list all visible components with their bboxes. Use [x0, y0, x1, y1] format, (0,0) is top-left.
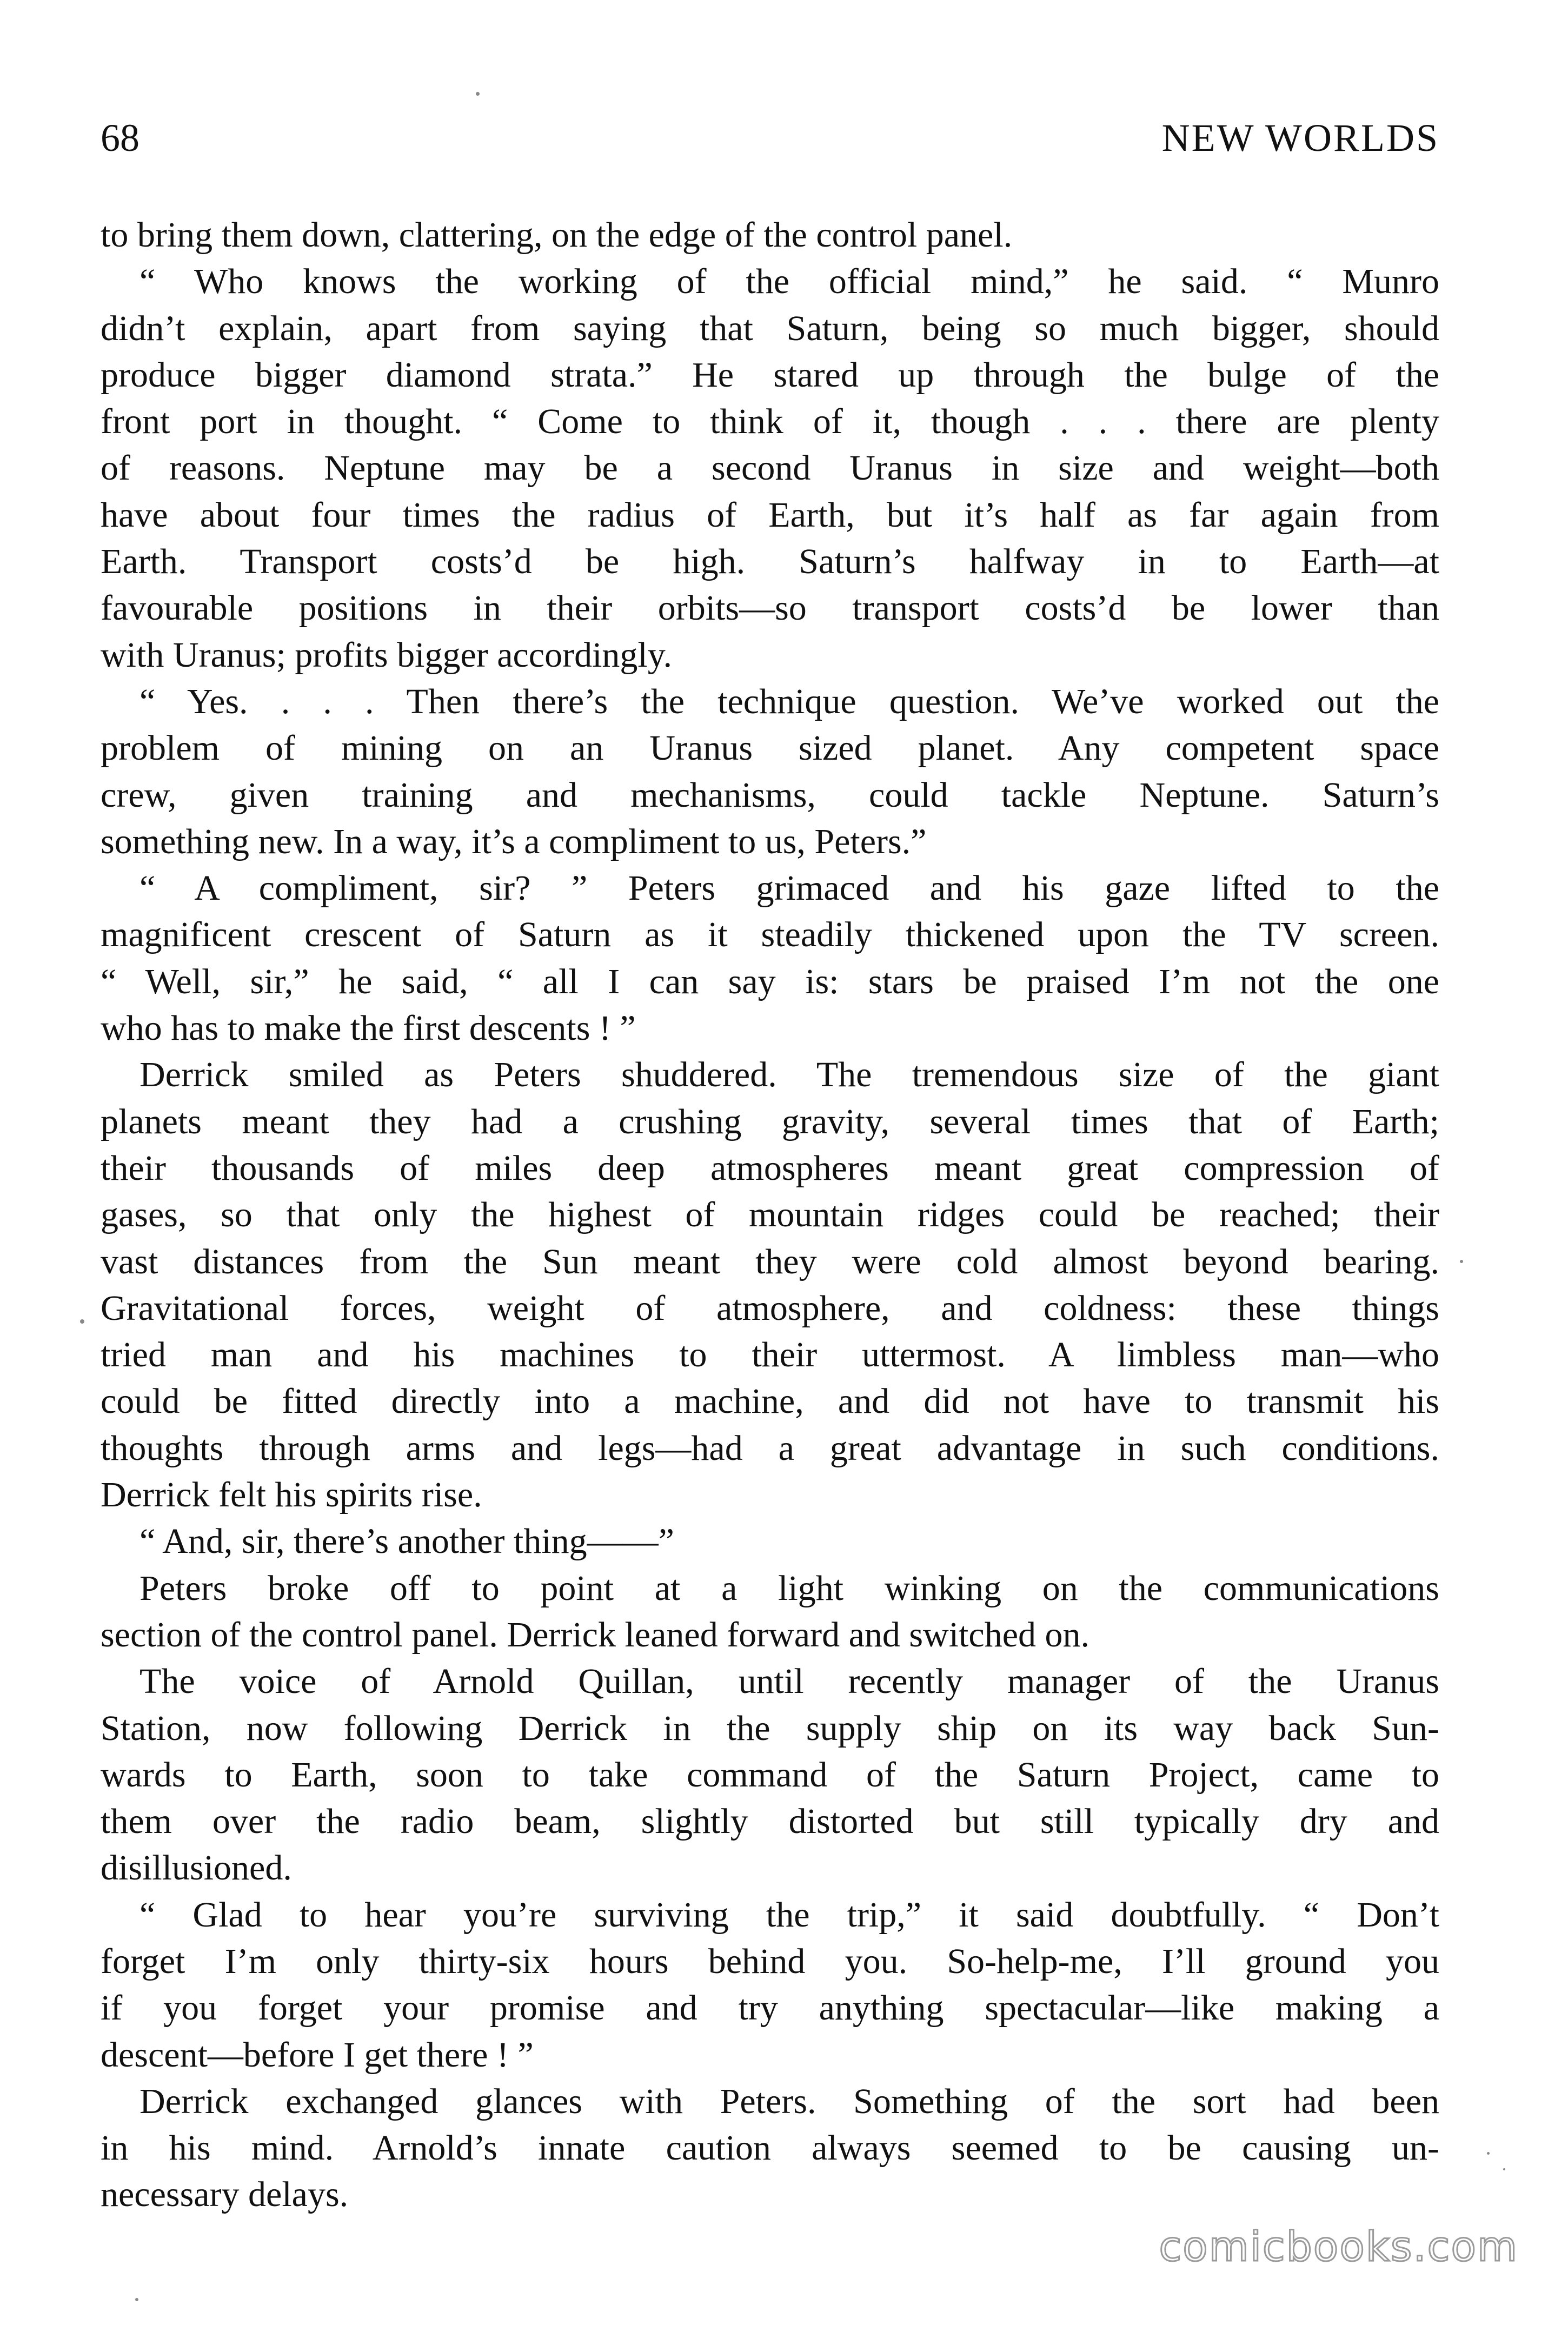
text-line: gases, so that only the highest of mountain ridges could be reached; their: [101, 1195, 1439, 1235]
text-line: something new. In a way, it’s a compliment to us, Peters.”: [101, 821, 927, 861]
text-line: Earth. Transport costs’d be high. Saturn’s halfway in to Earth—at: [101, 542, 1439, 582]
text-line: forget I’m only thirty-six hours behind you. So-help-me, I’ll ground you: [101, 1941, 1439, 1981]
text-line: thoughts through arms and legs—had a great advantage in such conditions.: [101, 1428, 1439, 1468]
text-line: disillusioned.: [101, 1848, 292, 1888]
scan-speck: [1503, 2168, 1505, 2170]
running-head: [101, 111, 1439, 165]
watermark: comicbooks.com: [1159, 2222, 1518, 2270]
text-line: to bring them down, clattering, on the edge of the control panel.: [101, 215, 1013, 255]
text-line: didn’t explain, apart from saying that Saturn, being so much bigger, should: [101, 308, 1439, 348]
text-line: them over the radio beam, slightly distorted but still typically dry and: [101, 1802, 1439, 1842]
text-line: with Uranus; profits bigger accordingly.: [101, 635, 672, 675]
text-line: Derrick exchanged glances with Peters. Something of the sort had been: [139, 2081, 1439, 2121]
text-line: “ A compliment, sir? ” Peters grimaced and his gaze lifted to the: [139, 868, 1439, 908]
text-line: Derrick felt his spirits rise.: [101, 1475, 482, 1515]
text-line: necessary delays.: [101, 2175, 349, 2215]
text-line: have about four times the radius of Earth, but it’s half as far again from: [101, 495, 1439, 535]
text-line: Station, now following Derrick in the supply ship on its way back Sun-: [101, 1708, 1439, 1748]
page-number: 68: [101, 116, 139, 160]
text-line: front port in thought. “ Come to think of it, though . . . there are plenty: [101, 402, 1439, 442]
text-line: problem of mining on an Uranus sized planet. Any competent space: [101, 728, 1439, 768]
text-line: of reasons. Neptune may be a second Uranus in size and weight—both: [101, 448, 1439, 488]
text-line: tried man and his machines to their uttermost. A limbless man—who: [101, 1335, 1439, 1375]
text-line: section of the control panel. Derrick leaned forward and switched on.: [101, 1615, 1089, 1655]
text-line: Gravitational forces, weight of atmosphere, and coldness: these things: [101, 1288, 1439, 1328]
text-line: who has to make the first descents ! ”: [101, 1008, 636, 1048]
text-line: “ Who knows the working of the official mind,” he said. “ Munro: [139, 262, 1439, 302]
text-line: magnificent crescent of Saturn as it steadily thickened upon the TV screen.: [101, 915, 1439, 955]
scan-speck: [135, 2298, 138, 2301]
text-line: their thousands of miles deep atmospheres meant great compression of: [101, 1148, 1439, 1188]
text-line: in his mind. Arnold’s innate caution always seemed to be causing un-: [101, 2128, 1439, 2168]
text-line: crew, given training and mechanisms, could tackle Neptune. Saturn’s: [101, 775, 1439, 815]
text-line: could be fitted directly into a machine, and did not have to transmit his: [101, 1381, 1439, 1421]
scan-speck: [1487, 2152, 1490, 2155]
running-title: NEW WORLDS: [1161, 116, 1439, 160]
text-line: descent—before I get there ! ”: [101, 2035, 534, 2075]
scan-speck: [476, 92, 480, 96]
text-line: Derrick smiled as Peters shuddered. The tremendous size of the giant: [139, 1055, 1439, 1095]
text-line: “ Yes. . . . Then there’s the technique question. We’ve worked out the: [139, 681, 1439, 721]
scan-speck: [1460, 1260, 1463, 1263]
text-line: planets meant they had a crushing gravity, several times that of Earth;: [101, 1101, 1439, 1141]
text-line: “ Well, sir,” he said, “ all I can say is: stars be praised I’m not the one: [101, 961, 1439, 1001]
body-text: [101, 212, 1439, 2218]
text-line: vast distances from the Sun meant they were cold almost beyond bearing.: [101, 1241, 1439, 1281]
text-line: wards to Earth, soon to take command of the Saturn Project, came to: [101, 1755, 1439, 1795]
text-line: “ And, sir, there’s another thing——”: [139, 1522, 674, 1562]
text-line: favourable positions in their orbits—so transport costs’d be lower than: [101, 588, 1439, 628]
text-line: produce bigger diamond strata.” He stared up through the bulge of the: [101, 355, 1439, 395]
scan-speck: [80, 1319, 84, 1324]
text-line: if you forget your promise and try anything spectacular—like making a: [101, 1988, 1439, 2028]
text-line: Peters broke off to point at a light winking on the communications: [139, 1568, 1439, 1608]
text-line: The voice of Arnold Quillan, until recently manager of the Uranus: [139, 1662, 1439, 1702]
text-line: “ Glad to hear you’re surviving the trip,” it said doubtfully. “ Don’t: [139, 1895, 1439, 1935]
